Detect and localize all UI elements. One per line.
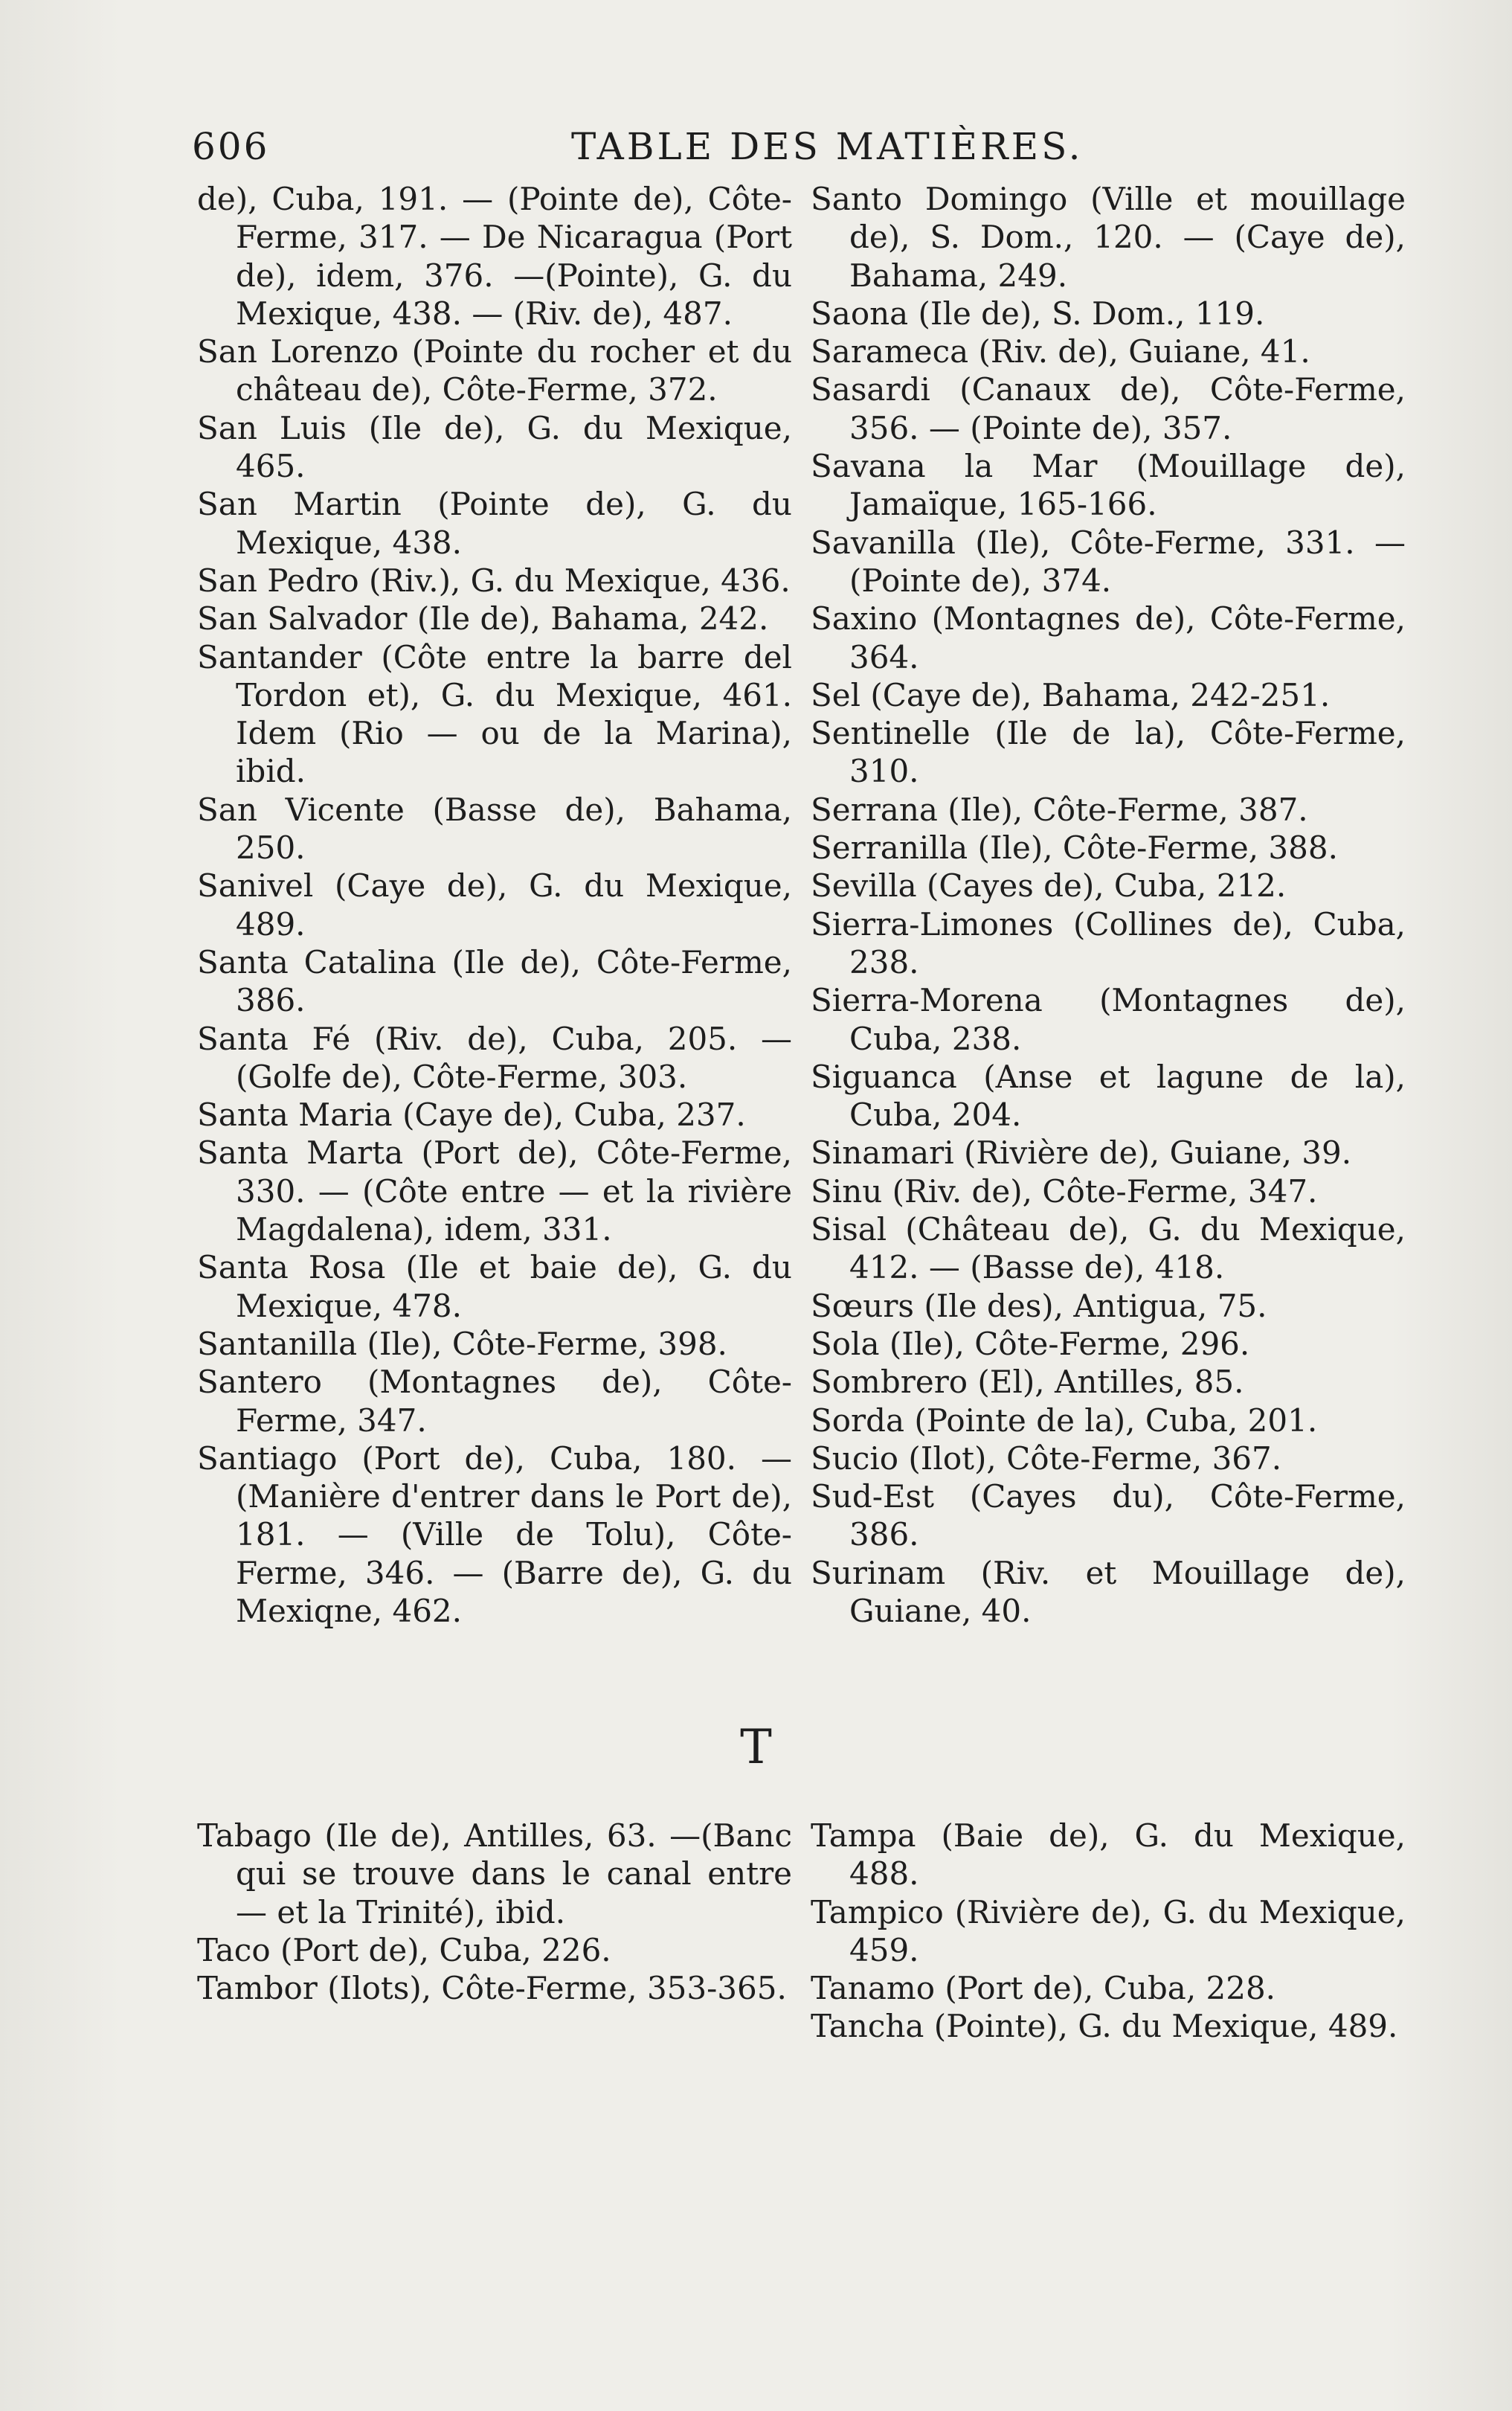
index-entry: Taco (Port de), Cuba, 226. [197,1931,611,1968]
index-entry: Sorda (Pointe de la), Cuba, 201. [811,1402,1318,1439]
index-entry: Santero (Montagnes de), Côte-Ferme, 347. [197,1364,792,1439]
index-entry: Sucio (Ilot), Côte-Ferme, 367. [811,1439,1282,1477]
index-entry: Sierra-Limones (Collines de), Cuba, 238. [811,905,1406,980]
page-number: 606 [192,125,270,168]
index-entry: San Pedro (Riv.), G. du Mexique, 436. [197,562,791,599]
index-entry: San Vicente (Basse de), Bahama, 250. [197,791,792,867]
section-letter: T [740,1720,772,1775]
index-entry: Santo Domingo (Ville et mouillage de), S. Dom., 120. — (Caye de), Bahama, 249. [811,181,1406,294]
index-column-right [811,180,1406,1630]
index-entry: Sevilla (Cayes de), Cuba, 212. [811,867,1287,905]
index-entry: Sisal (Château de), G. du Mexique, 412. — (Basse de), 418. [811,1211,1406,1286]
index-entry: Savana la Mar (Mouillage de), Jamaïque, 165-166. [811,448,1406,523]
index-entry: Sarameca (Riv. de), Guiane, 41. [811,333,1310,370]
index-entry: Saxino (Montagnes de), Côte-Ferme, 364. [811,600,1406,675]
index-entry: Tampico (Rivière de), G. du Mexique, 459. [811,1893,1406,1968]
index-entry: San Luis (Ile de), G. du Mexique, 465. [197,409,792,485]
index-entry: Savanilla (Ile), Côte-Ferme, 331. — (Pointe de), 374. [811,524,1406,599]
index-column-left-t [197,1817,792,2007]
index-entry: Tancha (Pointe), G. du Mexique, 489. [811,2008,1398,2045]
index-entry: San Lorenzo (Pointe du rocher et du château de), Côte-Ferme, 372. [197,333,792,408]
index-entry: Tanamo (Port de), Cuba, 228. [811,1970,1276,2007]
index-entry: San Salvador (Ile de), Bahama, 242. [197,600,769,638]
index-entry: Sud-Est (Cayes du), Côte-Ferme, 386. [811,1478,1406,1553]
index-entry: Surinam (Riv. et Mouillage de), Guiane, 40. [811,1554,1406,1629]
index-entry: Serrana (Ile), Côte-Ferme, 387. [811,791,1308,828]
index-entry: Sanivel (Caye de), G. du Mexique, 489. [197,867,792,943]
index-column-right-t [811,1817,1406,2046]
index-entry: Santa Maria (Caye de), Cuba, 237. [197,1097,746,1134]
running-head [192,125,1382,177]
index-entry: Tampa (Baie de), G. du Mexique, 488. [811,1817,1406,1892]
index-entry: Sasardi (Canaux de), Côte-Ferme, 356. — (Pointe de), 357. [811,371,1406,446]
index-entry: Santanilla (Ile), Côte-Ferme, 398. [197,1325,727,1362]
index-entry: Santander (Côte entre la barre del Tordon et), G. du Mexique, 461. Idem (Rio — ou de la Marina), ibid. [197,638,792,790]
index-entry: Sœurs (Ile des), Antigua, 75. [811,1287,1267,1324]
index-entry: Santiago (Port de), Cuba, 180. — (Manière d'entrer dans le Port de), 181. — (Ville de Tolu), Côte-Ferme, 346. — (Barre de), G. du Mexiqne, 462. [197,1439,792,1629]
index-entry: Tambor (Ilots), Côte-Ferme, 353-365. [197,1970,787,2007]
index-entry: Sel (Caye de), Bahama, 242-251. [811,676,1331,713]
index-entry: Sola (Ile), Côte-Ferme, 296. [811,1325,1250,1362]
index-entry: Siguanca (Anse et lagune de la), Cuba, 204. [811,1058,1406,1134]
index-entry: Sierra-Morena (Montagnes de), Cuba, 238. [811,982,1406,1057]
index-entry: Sinamari (Rivière de), Guiane, 39. [811,1134,1352,1172]
index-entry: Sinu (Riv. de), Côte-Ferme, 347. [811,1172,1318,1210]
index-entry: Santa Marta (Port de), Côte-Ferme, 330. — (Côte entre — et la rivière Magdalena), idem, 331. [197,1134,792,1248]
index-entry: Santa Rosa (Ile et baie de), G. du Mexique, 478. [197,1249,792,1324]
index-entry: Santa Catalina (Ile de), Côte-Ferme, 386. [197,943,792,1019]
index-entry: Tabago (Ile de), Antilles, 63. —(Banc qui se trouve dans le canal entre — et la Trinité), ibid. [197,1817,792,1930]
index-entry: Sombrero (El), Antilles, 85. [811,1364,1244,1401]
index-entry: San Martin (Pointe de), G. du Mexique, 438. [197,486,792,561]
index-column-left [197,180,792,1630]
index-entry: Serranilla (Ile), Côte-Ferme, 388. [811,829,1338,867]
running-title: TABLE DES MATIÈRES. [571,125,1084,168]
index-entry: Sentinelle (Ile de la), Côte-Ferme, 310. [811,715,1406,790]
index-entry: de), Cuba, 191. — (Pointe de), Côte-Ferme, 317. — De Nicaragua (Port de), idem, 376. —(Pointe), G. du Mexique, 438. — (Riv. de), 487. [197,181,792,332]
index-entry: Santa Fé (Riv. de), Cuba, 205. — (Golfe de), Côte-Ferme, 303. [197,1020,792,1095]
index-entry: Saona (Ile de), S. Dom., 119. [811,295,1265,332]
